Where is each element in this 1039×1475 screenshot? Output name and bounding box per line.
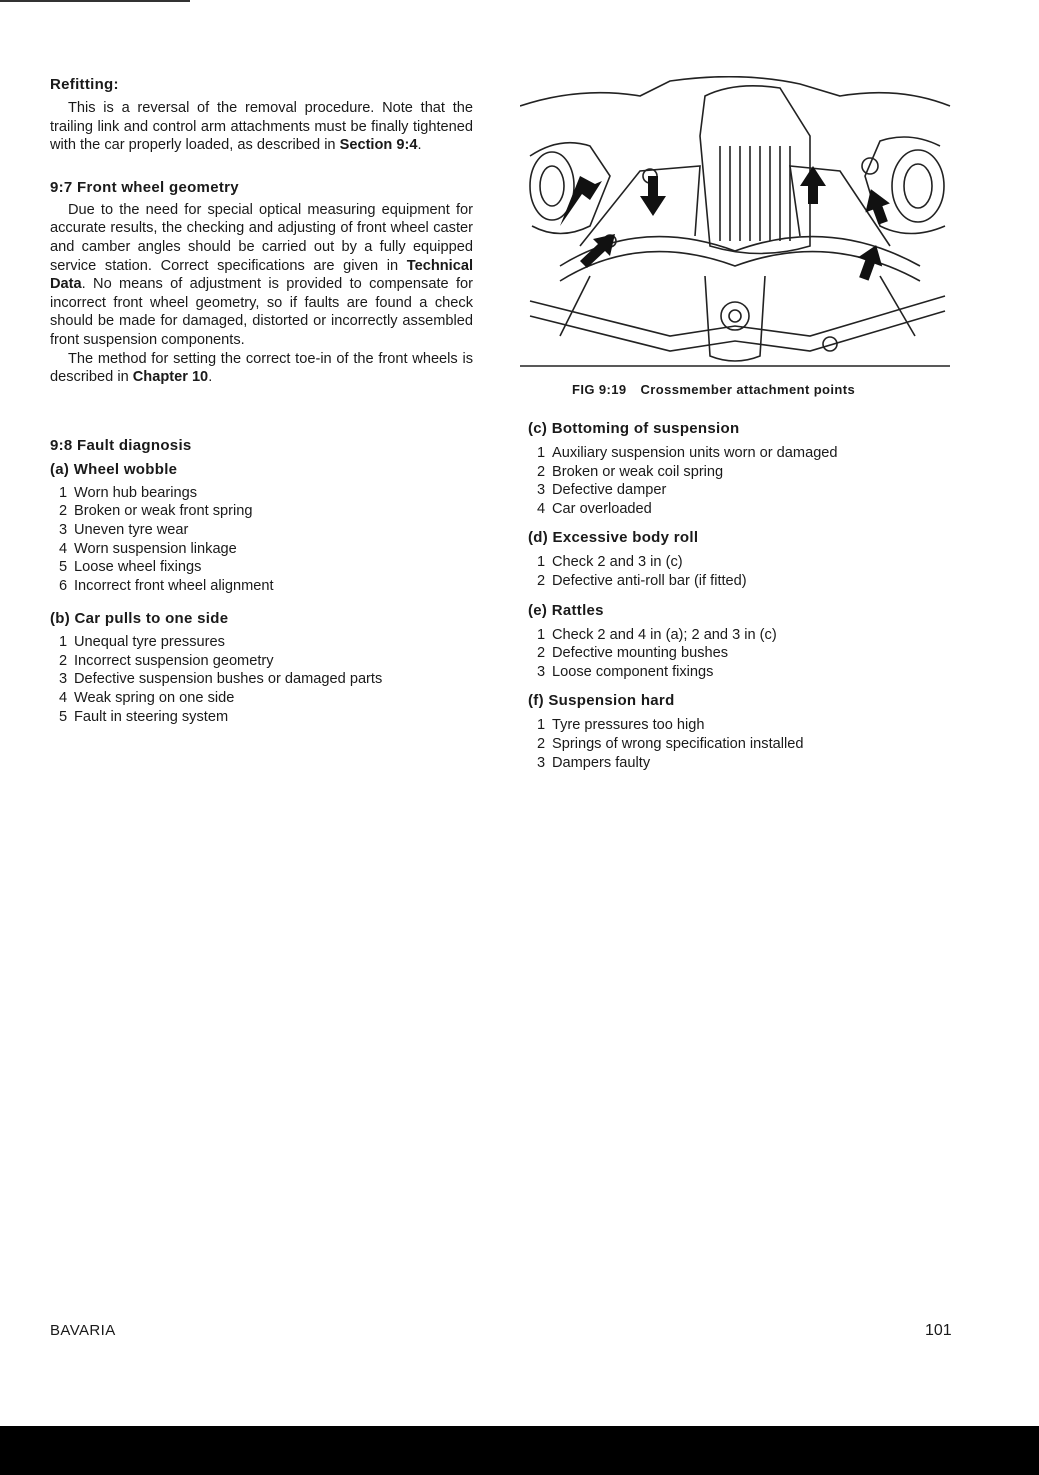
f-list	[528, 716, 958, 772]
list-item: 1 Tyre pressures too high	[537, 717, 705, 734]
attachment-arrows	[560, 166, 895, 283]
geometry-p2b: .	[208, 369, 213, 386]
a-heading: (a) Wheel wobble	[50, 460, 178, 478]
list-item: 4 Weak spring on one side	[59, 690, 235, 707]
list-item: 1 Unequal tyre pressures	[59, 634, 225, 651]
right-column	[528, 420, 958, 772]
top-rule	[0, 0, 190, 2]
figure-caption	[572, 382, 855, 397]
a-list	[50, 484, 473, 596]
refitting-text: This is a reversal of the removal procedure. Note that the trailing link and control arm attachments must be finally tightened with the car properly loaded, as described in	[50, 100, 473, 154]
e-list	[528, 626, 958, 682]
b-list	[50, 633, 473, 726]
figure-label: FIG 9:19	[572, 382, 627, 397]
crossmember-drawing	[520, 76, 952, 374]
list-item: 3 Defective damper	[537, 482, 667, 499]
e-heading: (e) Rattles	[528, 601, 604, 619]
list-item: 4 Worn suspension linkage	[59, 540, 237, 557]
list-item: 2 Defective mounting bushes	[537, 645, 729, 662]
geometry-p1a: Due to the need for special optical measuring equipment for accurate results, the checking and adjusting of front wheel caster and camber angles should be carried out by a fully equipped service station. Correct specifications are given in	[50, 201, 473, 274]
refitting-paragraph	[50, 99, 473, 155]
c-list	[528, 444, 958, 518]
geometry-heading: 9:7 Front wheel geometry	[50, 178, 239, 196]
list-item: 2 Springs of wrong specification installed	[537, 735, 804, 752]
page-number: 101	[925, 1322, 952, 1339]
left-column	[50, 76, 473, 726]
b-heading: (b) Car pulls to one side	[50, 610, 229, 628]
d-list	[528, 553, 958, 590]
f-heading: (f) Suspension hard	[528, 692, 675, 710]
footer-title: BAVARIA	[50, 1322, 116, 1339]
fault-heading: 9:8 Fault diagnosis	[50, 436, 192, 454]
geometry-p2a: The method for setting the correct toe-in of the front wheels is described in	[50, 350, 473, 386]
geometry-paragraph-1	[50, 201, 473, 350]
refitting-heading: Refitting:	[50, 76, 119, 93]
geometry-p1-ref: Technical Data	[50, 257, 473, 293]
d-heading: (d) Excessive body roll	[528, 529, 699, 547]
figure-caption-text: Crossmember attachment points	[640, 382, 856, 397]
list-item: 5 Fault in steering system	[59, 708, 229, 725]
list-item: 4 Car overloaded	[537, 500, 652, 517]
list-item: 2 Broken or weak front spring	[59, 503, 253, 520]
list-item: 3 Defective suspension bushes or damaged parts	[59, 671, 383, 688]
list-item: 2 Incorrect suspension geometry	[59, 652, 274, 669]
list-item: 2 Defective anti-roll bar (if fitted)	[537, 572, 747, 589]
list-item: 3 Uneven tyre wear	[59, 521, 189, 538]
list-item: 3 Loose component fixings	[537, 663, 714, 680]
geometry-paragraph-2	[50, 350, 473, 387]
list-item: 1 Auxiliary suspension units worn or damaged	[537, 445, 838, 461]
list-item: 1 Check 2 and 4 in (a); 2 and 3 in (c)	[537, 626, 777, 643]
refitting-end: .	[417, 137, 422, 154]
list-item: 1 Check 2 and 3 in (c)	[537, 554, 683, 571]
list-item: 2 Broken or weak coil spring	[537, 463, 724, 480]
refitting-ref: Section 9:4	[339, 137, 418, 154]
geometry-p2-ref: Chapter 10	[132, 369, 209, 386]
list-item: 5 Loose wheel fixings	[59, 559, 202, 576]
c-heading: (c) Bottoming of suspension	[528, 420, 740, 437]
crossmember-figure	[520, 76, 952, 374]
list-item: 1 Worn hub bearings	[59, 484, 198, 501]
geometry-p1b: . No means of adjustment is provided to compensate for incorrect front wheel geometry, so if faults are found a check should be made for damaged, distorted or incorrectly assembled front suspension components.	[50, 276, 473, 348]
scan-border	[0, 1426, 1039, 1475]
list-item: 3 Dampers faulty	[537, 754, 651, 771]
list-item: 6 Incorrect front wheel alignment	[59, 577, 274, 594]
